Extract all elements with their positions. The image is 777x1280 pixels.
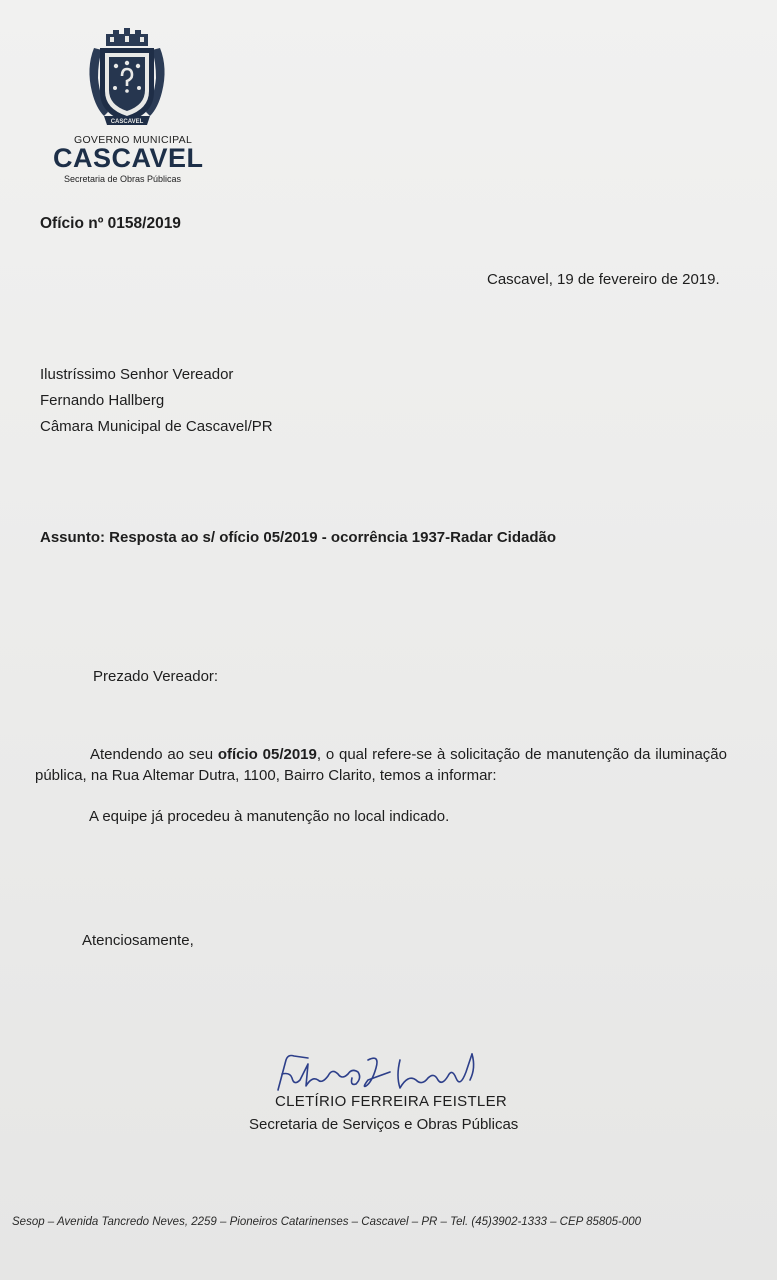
salutation: Prezado Vereador: [93, 668, 219, 685]
closing: Atenciosamente, [82, 932, 194, 949]
body-statement: A equipe já procedeu à manutenção no local indicado. [89, 808, 450, 825]
svg-text:CASCAVEL: CASCAVEL [110, 119, 144, 125]
recipient-organization: Câmara Municipal de Cascavel/PR [40, 418, 273, 435]
recipient-name: Fernando Hallberg [40, 392, 165, 409]
signatory-title: Secretaria de Serviços e Obras Públicas [249, 1116, 519, 1133]
document-date: Cascavel, 19 de fevereiro de 2019. [487, 271, 720, 288]
body-paragraph [35, 744, 727, 786]
city-coat-of-arms-logo [84, 28, 170, 132]
subject-line: Assunto: Resposta ao s/ ofício 05/2019 - ocorrência 1937-Radar Cidadão [40, 529, 557, 546]
body-text-start: Atendendo ao seu [90, 746, 218, 763]
recipient-block [40, 362, 273, 440]
government-label: GOVERNO MUNICIPAL [74, 134, 193, 146]
city-name: CASCAVEL [53, 143, 204, 173]
department-label: Secretaria de Obras Públicas [64, 174, 182, 184]
recipient-salutation-title: Ilustríssimo Senhor Vereador [40, 366, 234, 383]
handwritten-signature [272, 1050, 487, 1094]
body-reference-bold: ofício 05/2019 [217, 746, 317, 763]
footer-address: Sesop – Avenida Tancredo Neves, 2259 – Pioneiros Catarinenses – Cascavel – PR – Tel. (45)3902-1333 – CEP 85805-000 [12, 1216, 642, 1228]
document-reference: Ofício nº 0158/2019 [40, 215, 181, 232]
body-text-end: , o qual refere-se à solicitação de manutenção da iluminação pública, na Rua Altemar Dutra, 1100, Bairro Clarito, temos a informar: [35, 746, 727, 784]
signatory-name: CLETÍRIO FERREIRA FEISTLER [275, 1093, 508, 1110]
